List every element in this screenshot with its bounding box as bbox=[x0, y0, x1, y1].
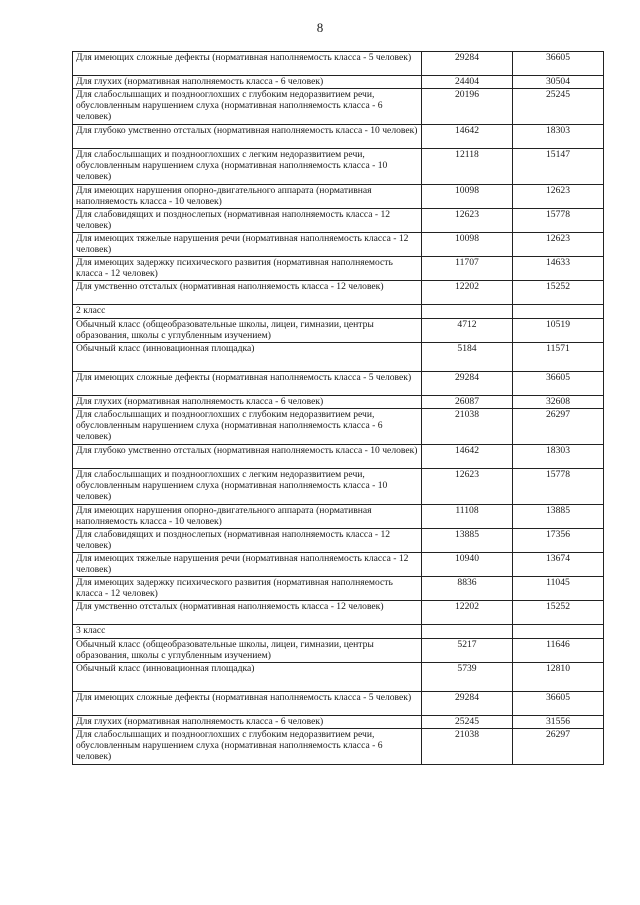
value-cell-2: 15252 bbox=[513, 281, 604, 305]
value-cell-2: 14633 bbox=[513, 257, 604, 281]
row-description: Обычный класс (общеобразовательные школы, лицеи, гимназии, центры образования, школы с углубленным изучением) bbox=[73, 639, 422, 663]
table-row bbox=[73, 343, 604, 372]
value-cell-1: 26087 bbox=[422, 396, 513, 409]
value-cell-2: 17356 bbox=[513, 529, 604, 553]
value-cell-2: 15147 bbox=[513, 149, 604, 185]
value-cell-1: 24404 bbox=[422, 76, 513, 89]
value-cell-1 bbox=[422, 305, 513, 319]
value-cell-1: 5217 bbox=[422, 639, 513, 663]
table-row bbox=[73, 692, 604, 716]
value-cell-2: 26297 bbox=[513, 409, 604, 445]
value-cell-1: 12623 bbox=[422, 469, 513, 505]
value-cell-2: 15252 bbox=[513, 601, 604, 625]
row-description: Для имеющих сложные дефекты (нормативная наполняемость класса - 5 человек) bbox=[73, 52, 422, 76]
table-row bbox=[73, 185, 604, 209]
value-cell-1: 12623 bbox=[422, 209, 513, 233]
row-description: Для глубоко умственно отсталых (нормативная наполняемость класса - 10 человек) bbox=[73, 125, 422, 149]
table-row bbox=[73, 729, 604, 765]
value-cell-1: 21038 bbox=[422, 409, 513, 445]
value-cell-2: 36605 bbox=[513, 692, 604, 716]
value-cell-2: 11571 bbox=[513, 343, 604, 372]
value-cell-1: 14642 bbox=[422, 125, 513, 149]
value-cell-2: 26297 bbox=[513, 729, 604, 765]
row-description: Обычный класс (общеобразовательные школы, лицеи, гимназии, центры образования, школы с углубленным изучением) bbox=[73, 319, 422, 343]
section-header-row bbox=[73, 305, 604, 319]
table-row bbox=[73, 149, 604, 185]
value-cell-1: 13885 bbox=[422, 529, 513, 553]
row-description: Для глубоко умственно отсталых (нормативная наполняемость класса - 10 человек) bbox=[73, 445, 422, 469]
row-description: Для глухих (нормативная наполняемость класса - 6 человек) bbox=[73, 716, 422, 729]
value-cell-2: 36605 bbox=[513, 52, 604, 76]
table-row bbox=[73, 89, 604, 125]
value-cell-1: 29284 bbox=[422, 372, 513, 396]
row-description: Для имеющих тяжелые нарушения речи (нормативная наполняемость класса - 12 человек) bbox=[73, 553, 422, 577]
row-description: Для имеющих задержку психического развития (нормативная наполняемость класса - 12 человек) bbox=[73, 257, 422, 281]
table-row bbox=[73, 529, 604, 553]
value-cell-1: 8836 bbox=[422, 577, 513, 601]
value-cell-2: 18303 bbox=[513, 445, 604, 469]
row-description: Для глухих (нормативная наполняемость класса - 6 человек) bbox=[73, 76, 422, 89]
table-row bbox=[73, 233, 604, 257]
value-cell-1: 10098 bbox=[422, 233, 513, 257]
row-description: Для умственно отсталых (нормативная наполняемость класса - 12 человек) bbox=[73, 281, 422, 305]
value-cell-2: 15778 bbox=[513, 209, 604, 233]
value-cell-1 bbox=[422, 625, 513, 639]
value-cell-2 bbox=[513, 305, 604, 319]
value-cell-2: 11045 bbox=[513, 577, 604, 601]
value-cell-2: 25245 bbox=[513, 89, 604, 125]
table-row bbox=[73, 257, 604, 281]
table-row bbox=[73, 553, 604, 577]
row-description: Обычный класс (инновационная площадка) bbox=[73, 663, 422, 692]
value-cell-1: 14642 bbox=[422, 445, 513, 469]
table-body bbox=[73, 52, 604, 765]
row-description: 2 класс bbox=[73, 305, 422, 319]
value-cell-1: 10940 bbox=[422, 553, 513, 577]
value-cell-1: 11707 bbox=[422, 257, 513, 281]
table-row bbox=[73, 505, 604, 529]
value-cell-1: 29284 bbox=[422, 692, 513, 716]
value-cell-2: 30504 bbox=[513, 76, 604, 89]
table-row bbox=[73, 716, 604, 729]
row-description: Для имеющих тяжелые нарушения речи (нормативная наполняемость класса - 12 человек) bbox=[73, 233, 422, 257]
value-cell-2: 10519 bbox=[513, 319, 604, 343]
row-description: Для имеющих сложные дефекты (нормативная наполняемость класса - 5 человек) bbox=[73, 372, 422, 396]
table-row bbox=[73, 281, 604, 305]
table-row bbox=[73, 52, 604, 76]
value-cell-2: 12810 bbox=[513, 663, 604, 692]
table-row bbox=[73, 663, 604, 692]
value-cell-2: 12623 bbox=[513, 233, 604, 257]
value-cell-2 bbox=[513, 625, 604, 639]
row-description: Для слабослышащих и позднооглохших с глубоким недоразвитием речи, обусловленным нарушением слуха (нормативная наполняемость класса - 6 человек) bbox=[73, 729, 422, 765]
value-cell-1: 29284 bbox=[422, 52, 513, 76]
row-description: Для имеющих нарушения опорно-двигательного аппарата (нормативная наполняемость класса - 10 человек) bbox=[73, 185, 422, 209]
row-description: Для слабослышащих и позднооглохших с глубоким недоразвитием речи, обусловленным нарушением слуха (нормативная наполняемость класса - 6 человек) bbox=[73, 409, 422, 445]
table-row bbox=[73, 125, 604, 149]
row-description: Для имеющих нарушения опорно-двигательного аппарата (нормативная наполняемость класса - 10 человек) bbox=[73, 505, 422, 529]
value-cell-2: 32608 bbox=[513, 396, 604, 409]
value-cell-2: 13885 bbox=[513, 505, 604, 529]
value-cell-2: 18303 bbox=[513, 125, 604, 149]
row-description: Для глухих (нормативная наполняемость класса - 6 человек) bbox=[73, 396, 422, 409]
value-cell-2: 11646 bbox=[513, 639, 604, 663]
value-cell-2: 12623 bbox=[513, 185, 604, 209]
table-row bbox=[73, 409, 604, 445]
row-description: Для слабовидящих и позднослепых (нормативная наполняемость класса - 12 человек) bbox=[73, 209, 422, 233]
row-description: Для умственно отсталых (нормативная наполняемость класса - 12 человек) bbox=[73, 601, 422, 625]
section-header-row bbox=[73, 625, 604, 639]
value-cell-1: 11108 bbox=[422, 505, 513, 529]
value-cell-2: 31556 bbox=[513, 716, 604, 729]
table-row bbox=[73, 76, 604, 89]
row-description: Для слабовидящих и позднослепых (нормативная наполняемость класса - 12 человек) bbox=[73, 529, 422, 553]
value-cell-2: 13674 bbox=[513, 553, 604, 577]
table-row bbox=[73, 601, 604, 625]
row-description: 3 класс bbox=[73, 625, 422, 639]
funding-norms-table bbox=[72, 51, 604, 765]
row-description: Для слабослышащих и позднооглохших с легким недоразвитием речи, обусловленным нарушением слуха (нормативная наполняемость класса - 10 человек) bbox=[73, 149, 422, 185]
table-row bbox=[73, 639, 604, 663]
table-row bbox=[73, 445, 604, 469]
table-row bbox=[73, 577, 604, 601]
value-cell-1: 4712 bbox=[422, 319, 513, 343]
page-number: 8 bbox=[316, 20, 324, 35]
value-cell-2: 36605 bbox=[513, 372, 604, 396]
row-description: Для имеющих задержку психического развития (нормативная наполняемость класса - 12 человек) bbox=[73, 577, 422, 601]
row-description: Обычный класс (инновационная площадка) bbox=[73, 343, 422, 372]
value-cell-1: 12118 bbox=[422, 149, 513, 185]
table-row bbox=[73, 209, 604, 233]
table-row bbox=[73, 319, 604, 343]
value-cell-1: 5184 bbox=[422, 343, 513, 372]
table-row bbox=[73, 396, 604, 409]
value-cell-2: 15778 bbox=[513, 469, 604, 505]
value-cell-1: 5739 bbox=[422, 663, 513, 692]
value-cell-1: 20196 bbox=[422, 89, 513, 125]
value-cell-1: 12202 bbox=[422, 281, 513, 305]
table-row bbox=[73, 372, 604, 396]
row-description: Для слабослышащих и позднооглохших с легким недоразвитием речи, обусловленным нарушением слуха (нормативная наполняемость класса - 10 человек) bbox=[73, 469, 422, 505]
value-cell-1: 25245 bbox=[422, 716, 513, 729]
row-description: Для имеющих сложные дефекты (нормативная наполняемость класса - 5 человек) bbox=[73, 692, 422, 716]
value-cell-1: 10098 bbox=[422, 185, 513, 209]
table-row bbox=[73, 469, 604, 505]
row-description: Для слабослышащих и позднооглохших с глубоким недоразвитием речи, обусловленным нарушением слуха (нормативная наполняемость класса - 6 человек) bbox=[73, 89, 422, 125]
value-cell-1: 12202 bbox=[422, 601, 513, 625]
value-cell-1: 21038 bbox=[422, 729, 513, 765]
